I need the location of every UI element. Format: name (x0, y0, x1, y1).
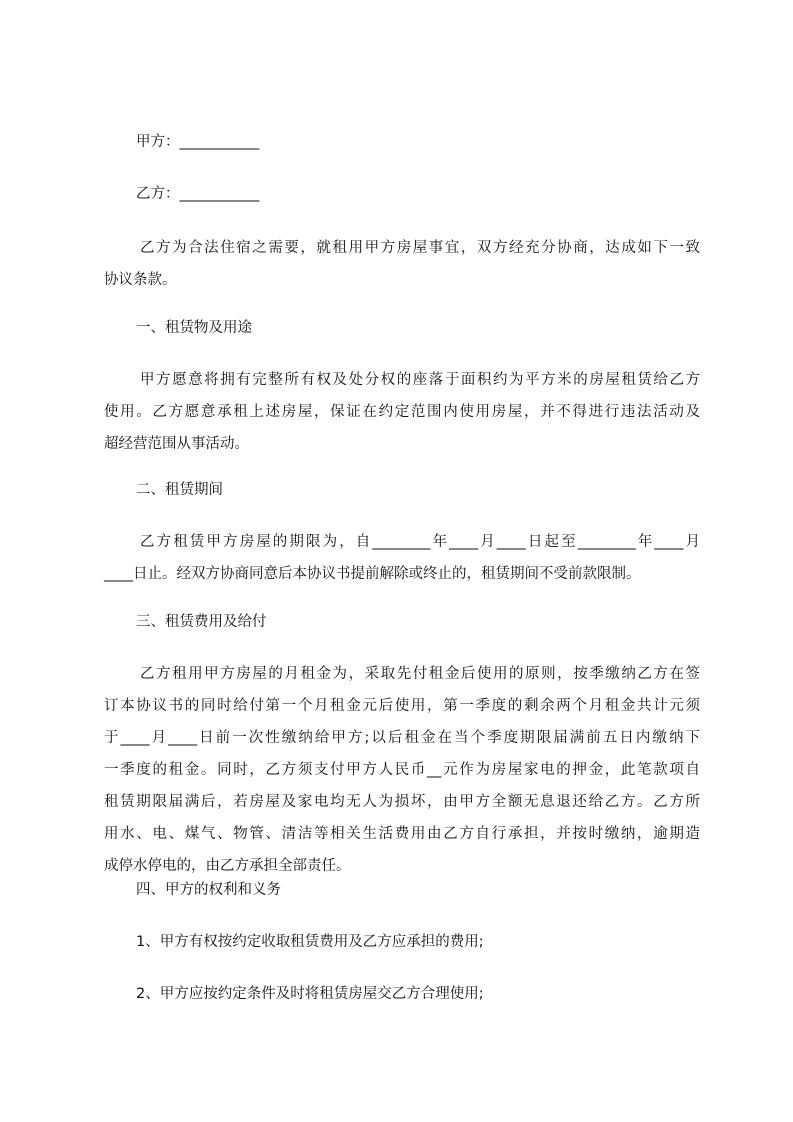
section3-paragraph (104, 658, 700, 882)
section1-paragraph (104, 364, 700, 460)
section4-heading (104, 874, 700, 906)
party-b-line (104, 178, 700, 210)
section4-heading-text: 四、甲方的权利和义务 (136, 882, 281, 898)
section2-paragraph (104, 526, 700, 590)
section1-line-1: 甲方愿意将拥有完整所有权及处分权的座落于面积约为平方米的房屋租赁给乙方 (140, 372, 700, 388)
section2-heading (104, 474, 700, 506)
section1-heading (104, 312, 700, 344)
section2-line-2: ____日止。经双方协商同意后本协议书提前解除或终止的，租赁期间不受前款限制。 (104, 566, 641, 582)
section3-line-6: 用水、电、煤气、物管、清洁等相关生活费用由乙方自行承担，并按时缴纳，逾期造 (104, 826, 700, 842)
intro-line-2: 协议条款。 (104, 272, 177, 288)
section3-line-4: 一季度的租金。同时，乙方须支付甲方人民币__元作为房屋家电的押金，此笔款项自 (104, 762, 700, 778)
section4-item-2 (104, 978, 700, 1010)
section1-line-3: 超经营范围从事活动。 (104, 436, 249, 452)
section4-item-1-text: 1、甲方有权按约定收取租赁费用及乙方应承担的费用; (136, 934, 484, 950)
section1-line-2: 使用。乙方愿意承租上述房屋，保证在约定范围内使用房屋，并不得进行违法活动及 (104, 404, 700, 420)
section3-heading-text: 三、租赁费用及给付 (136, 614, 267, 630)
party-b-text: 乙方：___________ (136, 186, 260, 202)
section4-item-2-text: 2、甲方应按约定条件及时将租赁房屋交乙方合理使用; (136, 986, 484, 1002)
intro-line-1: 乙方为合法住宿之需要，就租用甲方房屋事宜，双方经充分协商，达成如下一致 (140, 240, 700, 256)
intro-paragraph (104, 232, 700, 296)
section3-line-1: 乙方租用甲方房屋的月租金为，采取先付租金后使用的原则，按季缴纳乙方在签 (140, 666, 700, 682)
party-a-line (104, 126, 700, 158)
section3-line-3: 于____月____日前一次性缴纳给甲方;以后租金在当个季度期限届满前五日内缴纳下 (104, 730, 700, 746)
section4-item-1 (104, 926, 700, 958)
section2-heading-text: 二、租赁期间 (136, 482, 223, 498)
section2-line-1: 乙方租赁甲方房屋的期限为，自________年____月____日起至________年____月 (140, 534, 700, 550)
section3-heading (104, 606, 700, 638)
party-a-text: 甲方：___________ (136, 134, 260, 150)
section3-line-7: 成停水停电的，由乙方承担全部责任。 (104, 858, 351, 874)
section1-heading-text: 一、租赁物及用途 (136, 320, 252, 336)
section3-line-5: 租赁期限届满后，若房屋及家电均无人为损坏，由甲方全额无息退还给乙方。乙方所 (104, 794, 700, 810)
section3-line-2: 订本协议书的同时给付第一个月租金元后使用，第一季度的剩余两个月租金共计元须 (104, 698, 700, 714)
